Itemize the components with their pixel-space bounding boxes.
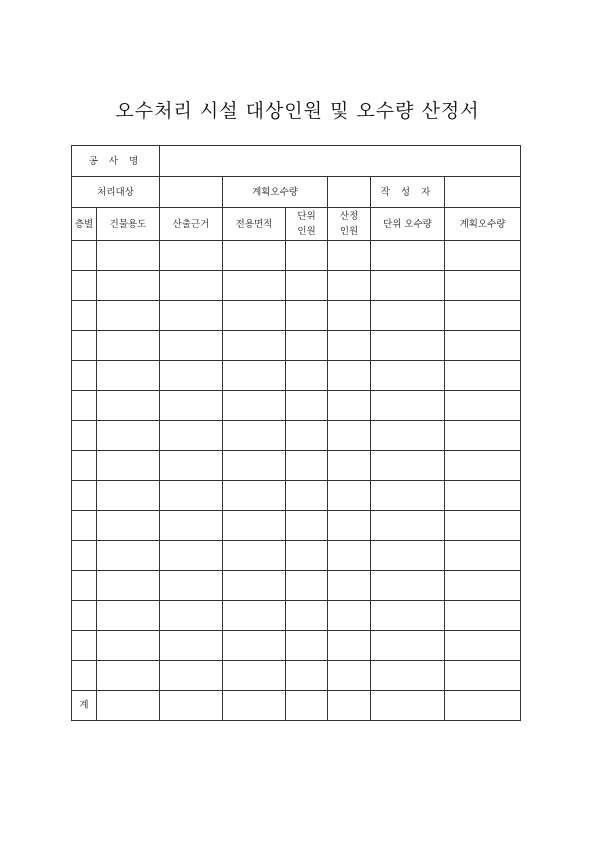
cell-calc-people[interactable] (328, 451, 371, 481)
cell-unit-sewage[interactable] (371, 631, 445, 661)
total-cell-basis[interactable] (160, 691, 223, 721)
cell-basis[interactable] (160, 511, 223, 541)
cell-calc-people[interactable] (328, 511, 371, 541)
cell-unit-people[interactable] (286, 421, 328, 451)
cell-unit-sewage[interactable] (371, 301, 445, 331)
cell-planned-sewage[interactable] (445, 361, 521, 391)
cell-unit-sewage[interactable] (371, 271, 445, 301)
cell-floor[interactable] (72, 571, 97, 601)
cell-unit-sewage[interactable] (371, 481, 445, 511)
cell-planned-sewage[interactable] (445, 601, 521, 631)
cell-basis[interactable] (160, 241, 223, 271)
table-row (72, 391, 521, 421)
author-label: 작 성 자 (371, 177, 445, 208)
cell-unit-people[interactable] (286, 391, 328, 421)
target-row (72, 177, 521, 208)
cell-usage[interactable] (97, 331, 160, 361)
cell-unit-sewage[interactable] (371, 421, 445, 451)
cell-unit-sewage[interactable] (371, 511, 445, 541)
target-label: 처리대상 (72, 177, 160, 208)
cell-planned-sewage[interactable] (445, 421, 521, 451)
cell-calc-people[interactable] (328, 631, 371, 661)
cell-basis[interactable] (160, 571, 223, 601)
header-floor-line-1: 층별 (74, 218, 94, 230)
table-row (72, 661, 521, 691)
cell-planned-sewage[interactable] (445, 331, 521, 361)
planned-sewage-field[interactable] (328, 177, 371, 208)
cell-planned-sewage[interactable] (445, 571, 521, 601)
header-usage-line-1: 건물용도 (109, 218, 147, 230)
header-basis-line-1: 산출근거 (172, 218, 210, 230)
cell-planned-sewage[interactable] (445, 541, 521, 571)
cell-basis[interactable] (160, 541, 223, 571)
cell-planned-sewage[interactable] (445, 481, 521, 511)
header-unit-sewage-line-1: 단위 오수량 (383, 218, 432, 230)
target-field[interactable] (160, 177, 223, 208)
cell-usage[interactable] (97, 361, 160, 391)
table-row (72, 541, 521, 571)
cell-basis[interactable] (160, 361, 223, 391)
header-calc-people (328, 208, 371, 241)
total-cell-area[interactable] (223, 691, 286, 721)
table-row (72, 511, 521, 541)
cell-unit-people[interactable] (286, 331, 328, 361)
cell-floor[interactable] (72, 601, 97, 631)
header-floor (72, 208, 97, 241)
cell-floor[interactable] (72, 421, 97, 451)
cell-planned-sewage[interactable] (445, 661, 521, 691)
cell-area[interactable] (223, 661, 286, 691)
cell-calc-people[interactable] (328, 331, 371, 361)
cell-planned-sewage[interactable] (445, 631, 521, 661)
cell-unit-people[interactable] (286, 451, 328, 481)
cell-basis[interactable] (160, 451, 223, 481)
cell-basis[interactable] (160, 481, 223, 511)
cell-area[interactable] (223, 421, 286, 451)
cell-unit-sewage[interactable] (371, 541, 445, 571)
cell-floor[interactable] (72, 481, 97, 511)
cell-floor[interactable] (72, 301, 97, 331)
table-row (72, 451, 521, 481)
table-row (72, 571, 521, 601)
cell-area[interactable] (223, 601, 286, 631)
cell-unit-sewage[interactable] (371, 451, 445, 481)
cell-area[interactable] (223, 541, 286, 571)
header-planned-sewage-line-1: 계획오수량 (459, 218, 506, 230)
table-row (72, 361, 521, 391)
header-area-line-1: 전용면적 (235, 218, 273, 230)
cell-unit-people[interactable] (286, 601, 328, 631)
table-row (72, 331, 521, 361)
project-name-row (72, 146, 521, 177)
cell-area[interactable] (223, 241, 286, 271)
cell-calc-people[interactable] (328, 601, 371, 631)
cell-unit-people[interactable] (286, 541, 328, 571)
cell-planned-sewage[interactable] (445, 271, 521, 301)
cell-basis[interactable] (160, 421, 223, 451)
page-title: 오수처리 시설 대상인원 및 오수량 산정서 (115, 100, 480, 122)
cell-unit-people[interactable] (286, 631, 328, 661)
cell-planned-sewage[interactable] (445, 241, 521, 271)
cell-calc-people[interactable] (328, 571, 371, 601)
cell-area[interactable] (223, 331, 286, 361)
cell-usage[interactable] (97, 421, 160, 451)
total-cell-unit-sewage[interactable] (371, 691, 445, 721)
cell-area[interactable] (223, 511, 286, 541)
cell-unit-people[interactable] (286, 361, 328, 391)
header-usage (97, 208, 160, 241)
cell-basis[interactable] (160, 631, 223, 661)
header-area (223, 208, 286, 241)
cell-calc-people[interactable] (328, 541, 371, 571)
planned-sewage-label: 계획오수량 (223, 177, 328, 208)
cell-planned-sewage[interactable] (445, 511, 521, 541)
cell-floor[interactable] (72, 241, 97, 271)
cell-basis[interactable] (160, 301, 223, 331)
cell-usage[interactable] (97, 661, 160, 691)
cell-floor[interactable] (72, 271, 97, 301)
header-unit-people-line-1: 단위 (297, 211, 316, 222)
cell-floor[interactable] (72, 661, 97, 691)
cell-basis[interactable] (160, 661, 223, 691)
table-row (72, 241, 521, 271)
cell-usage[interactable] (97, 631, 160, 661)
cell-calc-people[interactable] (328, 481, 371, 511)
cell-basis[interactable] (160, 331, 223, 361)
cell-floor[interactable] (72, 631, 97, 661)
cell-usage[interactable] (97, 241, 160, 271)
header-unit-sewage (371, 208, 445, 241)
cell-calc-people[interactable] (328, 421, 371, 451)
header-planned-sewage (445, 208, 521, 241)
total-cell-unit-people[interactable] (286, 691, 328, 721)
total-label: 계 (72, 691, 97, 721)
cell-area[interactable] (223, 481, 286, 511)
cell-floor[interactable] (72, 541, 97, 571)
header-calc-people-line-2: 인원 (339, 226, 359, 237)
total-cell-planned-sewage[interactable] (445, 691, 521, 721)
cell-area[interactable] (223, 361, 286, 391)
cell-floor[interactable] (72, 361, 97, 391)
cell-area[interactable] (223, 271, 286, 301)
cell-area[interactable] (223, 571, 286, 601)
cell-unit-people[interactable] (286, 271, 328, 301)
cell-usage[interactable] (97, 571, 160, 601)
cell-unit-people[interactable] (286, 661, 328, 691)
cell-calc-people[interactable] (328, 661, 371, 691)
cell-area[interactable] (223, 391, 286, 421)
cell-unit-people[interactable] (286, 511, 328, 541)
cell-usage[interactable] (97, 391, 160, 421)
header-calc-people-line-1: 산정 (339, 211, 359, 222)
table-row (72, 271, 521, 301)
cell-calc-people[interactable] (328, 241, 371, 271)
cell-calc-people[interactable] (328, 301, 371, 331)
header-basis (160, 208, 223, 241)
cell-unit-sewage[interactable] (371, 331, 445, 361)
calculation-form-table (71, 145, 521, 721)
cell-calc-people[interactable] (328, 391, 371, 421)
project-name-label: 공 사 명 (72, 146, 160, 177)
cell-unit-people[interactable] (286, 301, 328, 331)
cell-basis[interactable] (160, 271, 223, 301)
cell-unit-sewage[interactable] (371, 361, 445, 391)
header-unit-people (286, 208, 328, 241)
cell-usage[interactable] (97, 601, 160, 631)
cell-area[interactable] (223, 631, 286, 661)
table-row (72, 421, 521, 451)
cell-unit-people[interactable] (286, 571, 328, 601)
cell-area[interactable] (223, 301, 286, 331)
cell-unit-people[interactable] (286, 241, 328, 271)
cell-planned-sewage[interactable] (445, 301, 521, 331)
cell-floor[interactable] (72, 391, 97, 421)
project-name-field[interactable] (160, 146, 521, 177)
cell-unit-sewage[interactable] (371, 241, 445, 271)
cell-area[interactable] (223, 451, 286, 481)
author-field[interactable] (445, 177, 521, 208)
cell-usage[interactable] (97, 451, 160, 481)
cell-basis[interactable] (160, 601, 223, 631)
column-header-row (72, 208, 521, 241)
cell-floor[interactable] (72, 511, 97, 541)
cell-floor[interactable] (72, 331, 97, 361)
total-cell-calc-people[interactable] (328, 691, 371, 721)
cell-basis[interactable] (160, 391, 223, 421)
table-row (72, 301, 521, 331)
table-row (72, 631, 521, 661)
total-row (72, 691, 521, 721)
cell-planned-sewage[interactable] (445, 451, 521, 481)
cell-planned-sewage[interactable] (445, 391, 521, 421)
cell-usage[interactable] (97, 541, 160, 571)
table-row (72, 481, 521, 511)
header-unit-people-line-2: 인원 (297, 226, 316, 237)
cell-usage[interactable] (97, 481, 160, 511)
cell-calc-people[interactable] (328, 271, 371, 301)
cell-floor[interactable] (72, 451, 97, 481)
total-cell-usage[interactable] (97, 691, 160, 721)
cell-unit-sewage[interactable] (371, 391, 445, 421)
cell-calc-people[interactable] (328, 361, 371, 391)
cell-usage[interactable] (97, 271, 160, 301)
cell-unit-sewage[interactable] (371, 661, 445, 691)
cell-unit-sewage[interactable] (371, 571, 445, 601)
cell-usage[interactable] (97, 301, 160, 331)
cell-unit-sewage[interactable] (371, 601, 445, 631)
cell-unit-people[interactable] (286, 481, 328, 511)
table-row (72, 601, 521, 631)
cell-usage[interactable] (97, 511, 160, 541)
